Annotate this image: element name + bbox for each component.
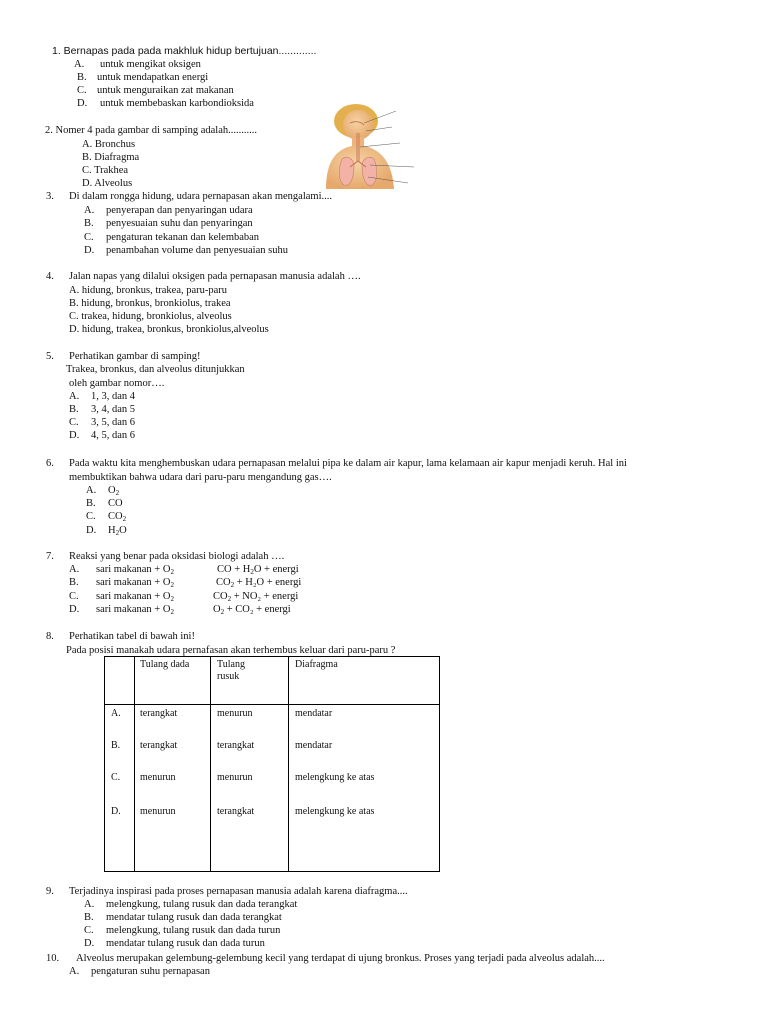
q9-option-a: A. melengkung, tulang rusuk dan dada terangkat	[84, 899, 298, 910]
table-cell-letters: A. B. C. D.	[105, 705, 135, 872]
q5-stem-line3: oleh gambar nomor….	[69, 378, 165, 389]
q2-option-c: C. Trakhea	[82, 165, 129, 176]
q7-option-a: A. sari makanan + $O_2$ CO + $H_2O$ + energi	[69, 564, 299, 576]
q1-option-b: B. untuk mendapatkan energi	[77, 72, 209, 83]
q5-stem-line2: Trakea, bronkus, dan alveolus ditunjukkan	[66, 364, 245, 375]
q7-option-c: C. sari makanan + $O_2$ $CO_2 + NO_2$ + energi	[69, 591, 299, 603]
q2-stem: 2. Nomer 4 pada gambar di samping adalah...........	[45, 125, 257, 136]
table-body-row	[105, 705, 440, 872]
q8-number: 8.	[46, 631, 54, 642]
q5-option-a: A. 1, 3, dan 4	[69, 391, 136, 402]
table-header-cell: Tulang dada	[135, 657, 211, 705]
table-cell-tulang-dada: terangkat terangkat menurun menurun	[135, 705, 211, 872]
q9-option-b: B. mendatar tulang rusuk dan dada terangkat	[84, 912, 282, 923]
q6-option-d: D. $H_2O$	[86, 525, 127, 537]
q6-stem-line2: membuktikan bahwa udara dari paru-paru mengandung gas….	[69, 472, 332, 483]
q7-option-b: B. sari makanan + $O_2$ $CO_2 + H_2O$ + energi	[69, 577, 302, 589]
q9-option-d: D. mendatar tulang rusuk dan dada turun	[84, 938, 265, 949]
q5-option-b: B. 3, 4, dan 5	[69, 404, 136, 415]
q9-stem: Terjadinya inspirasi pada proses pernapasan manusia adalah karena diafragma....	[69, 886, 408, 897]
q4-option-d: D. hidung, trakea, bronkus, bronkiolus,alveolus	[69, 324, 269, 335]
q3-stem: Di dalam rongga hidung, udara pernapasan akan mengalami....	[69, 191, 332, 202]
q3-option-a: A. penyerapan dan penyaringan udara	[84, 205, 253, 216]
head-shape	[343, 110, 373, 140]
q1-stem: 1. Bernapas pada pada makhluk hidup bertujuan.............	[52, 45, 317, 57]
table-header-cell	[105, 657, 135, 705]
q5-stem: Perhatikan gambar di samping!	[69, 351, 201, 362]
respiratory-system-illustration	[320, 103, 422, 189]
q4-option-a: A. hidung, bronkus, trakea, paru-paru	[69, 285, 228, 296]
q4-number: 4.	[46, 271, 54, 282]
table-header-row	[105, 657, 440, 705]
table-header-cell: Diafragma	[289, 657, 440, 705]
q1-option-c: C. untuk menguraikan zat makanan	[77, 85, 234, 96]
q4-option-c: C. trakea, hidung, bronkiolus, alveolus	[69, 311, 232, 322]
q2-option-b: B. Diafragma	[82, 152, 140, 163]
q6-number: 6.	[46, 458, 54, 469]
q3-option-c: C. pengaturan tekanan dan kelembaban	[84, 232, 260, 243]
table-cell-tulang-rusuk: menurun terangkat menurun terangkat	[211, 705, 289, 872]
q5-option-d: D. 4, 5, dan 6	[69, 430, 136, 441]
q6-stem: Pada waktu kita menghembuskan udara pernapasan melalui pipa ke dalam air kapur, lama kelamaan air kapur menjadi keruh. Hal ini	[69, 458, 627, 469]
q10-stem: Alveolus merupakan gelembung-gelembung kecil yang terdapat di ujung bronkus. Proses yang terjadi pada alveolus adalah....	[76, 953, 605, 964]
q7-number: 7.	[46, 551, 54, 562]
q6-option-c: C. $CO_2$	[86, 511, 127, 523]
q6-option-a: A. $O_2$	[86, 485, 120, 497]
q4-stem: Jalan napas yang dilalui oksigen pada pernapasan manusia adalah ….	[69, 271, 361, 282]
table-cell-diafragma: mendatar mendatar melengkung ke atas melengkung ke atas	[289, 705, 440, 872]
q5-number: 5.	[46, 351, 54, 362]
q5-option-c: C. 3, 5, dan 6	[69, 417, 136, 428]
q3-number: 3.	[46, 191, 54, 202]
q9-number: 9.	[46, 886, 54, 897]
q10-number: 10.	[46, 953, 60, 964]
q3-option-d: D. penambahan volume dan penyesuaian suhu	[84, 245, 288, 256]
q2-option-d: D. Alveolus	[82, 178, 133, 189]
q7-stem: Reaksi yang benar pada oksidasi biologi adalah ….	[69, 551, 285, 562]
q1-option-d: D. untuk membebaskan karbondioksida	[77, 98, 254, 109]
q6-option-b: B. CO	[86, 498, 123, 509]
q7-option-d: D. sari makanan + $O_2$ $O_2 + CO_2$ + energi	[69, 604, 291, 616]
q8-table	[104, 656, 440, 872]
q3-option-b: B. penyesuaian suhu dan penyaringan	[84, 218, 253, 229]
q1-option-a: A. untuk mengikat oksigen	[74, 59, 201, 70]
q8-stem-line2: Pada posisi manakah udara pernafasan akan terhembus keluar dari paru-paru ?	[66, 645, 396, 656]
q8-stem: Perhatikan tabel di bawah ini!	[69, 631, 195, 642]
q9-option-c: C. melengkung, tulang rusuk dan dada turun	[84, 925, 281, 936]
table-header-cell: Tulang rusuk	[211, 657, 289, 705]
q10-option-a: A. pengaturan suhu pernapasan	[69, 966, 210, 977]
q2-option-a: A. Bronchus	[82, 139, 136, 150]
q4-option-b: B. hidung, bronkus, bronkiolus, trakea	[69, 298, 231, 309]
